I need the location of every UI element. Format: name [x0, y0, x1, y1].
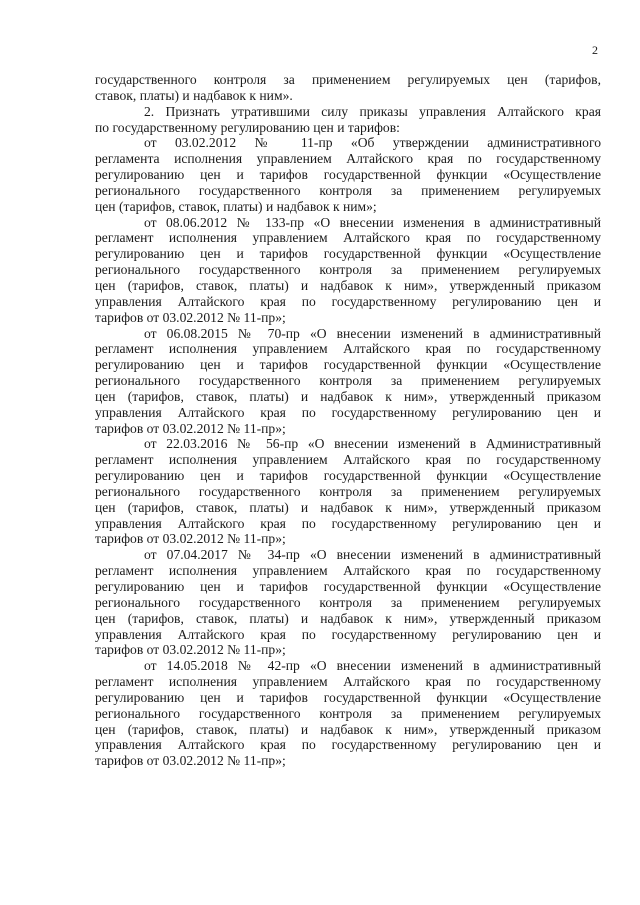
text-line: тарифов от 03.02.2012 № 11-пр»; [95, 420, 286, 436]
text-line: от 08.06.2012 № 133-пр «О внесении изменения в административный [144, 214, 601, 230]
text-line: цен (тарифов, ставок, платы) и надбавок к ним», утвержденный приказом [95, 499, 601, 515]
text-line: регионального государственного контроля за применением регулируемых [95, 594, 601, 610]
text-line: регионального государственного контроля за применением регулируемых [95, 705, 601, 721]
text-line: тарифов от 03.02.2012 № 11-пр»; [95, 753, 286, 769]
text-line: от 07.04.2017 № 34-пр «О внесении изменений в административный [144, 547, 601, 563]
text-line: цен (тарифов, ставок, платы) и надбавок к ним», утвержденный приказом [95, 277, 601, 293]
text-line: регулированию цен и тарифов государственной функции «Осуществление [95, 246, 601, 262]
text-line: управления Алтайского края по государственному регулированию цен и [95, 404, 601, 420]
body-text [95, 72, 601, 769]
text-line: от 14.05.2018 № 42-пр «О внесении изменений в административный [144, 658, 601, 674]
text-line: тарифов от 03.02.2012 № 11-пр»; [95, 309, 286, 325]
text-line: управления Алтайского края по государственному регулированию цен и [95, 626, 601, 642]
text-line: от 22.03.2016 № 56-пр «О внесении изменений в Административный [144, 436, 601, 452]
text-line: регионального государственного контроля за применением регулируемых [95, 182, 601, 198]
text-line: управления Алтайского края по государственному регулированию цен и [95, 293, 601, 309]
text-line: регулированию цен и тарифов государственной функции «Осуществление [95, 357, 601, 373]
text-line: цен (тарифов, ставок, платы) и надбавок к ним», утвержденный приказом [95, 610, 601, 626]
text-line: управления Алтайского края по государственному регулированию цен и [95, 737, 601, 753]
text-line: регулированию цен и тарифов государственной функции «Осуществление [95, 579, 601, 594]
text-line: регулированию цен и тарифов государственной функции «Осуществление [95, 689, 601, 705]
text-line: от 03.02.2012 № 11-пр «Об утверждении административного [144, 135, 601, 151]
text-line: регламент исполнения управлением Алтайского края по государственному [95, 674, 601, 690]
text-line: регламент исполнения управлением Алтайского края по государственному [95, 563, 601, 579]
text-line: цен (тарифов, ставок, платы) и надбавок к ним»; [95, 198, 377, 214]
text-line: по государственному регулированию цен и тарифов: [95, 119, 400, 135]
text-line: ставок, платы) и надбавок к ним». [95, 87, 293, 103]
text-line: управления Алтайского края по государственному регулированию цен и [95, 515, 601, 531]
text-line: регулированию цен и тарифов государственной функции «Осуществление [95, 167, 601, 183]
text-line: 2. Признать утратившими силу приказы управления Алтайского края [144, 103, 601, 119]
text-line: цен (тарифов, ставок, платы) и надбавок к ним», утвержденный приказом [95, 388, 601, 404]
text-line: регулированию цен и тарифов государственной функции «Осуществление [95, 468, 601, 484]
text-line: тарифов от 03.02.2012 № 11-пр»; [95, 642, 286, 658]
text-line: государственного контроля за применением регулируемых цен (тарифов, [95, 72, 601, 87]
text-line: регламента исполнения управлением Алтайского края по государственному [95, 151, 601, 167]
text-line: от 06.08.2015 № 70-пр «О внесении изменений в административный [144, 325, 601, 341]
text-line: регламент исполнения управлением Алтайского края по государственному [95, 341, 601, 357]
text-line: регламент исполнения управлением Алтайского края по государственному [95, 452, 601, 468]
text-line: цен (тарифов, ставок, платы) и надбавок к ним», утвержденный приказом [95, 721, 601, 737]
text-line: регионального государственного контроля за применением регулируемых [95, 262, 601, 278]
text-line: тарифов от 03.02.2012 № 11-пр»; [95, 531, 286, 547]
page-number: 2 [592, 43, 598, 57]
text-line: регионального государственного контроля за применением регулируемых [95, 483, 601, 499]
text-line: регламент исполнения управлением Алтайского края по государственному [95, 230, 601, 246]
text-line: регионального государственного контроля за применением регулируемых [95, 373, 601, 389]
